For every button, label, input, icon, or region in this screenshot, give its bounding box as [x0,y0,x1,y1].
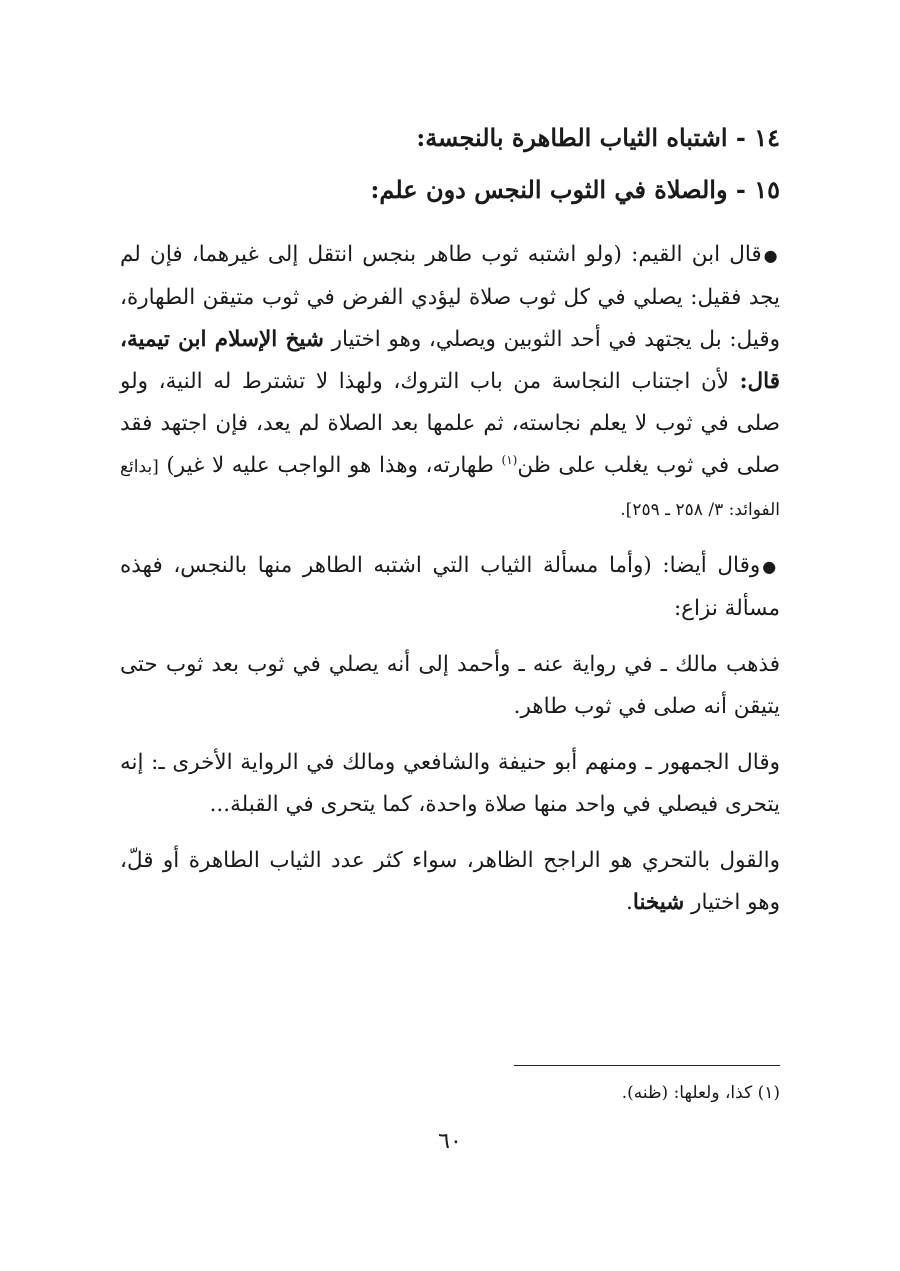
footnote-marker: (١) [501,452,518,467]
conclusion-text: والقول بالتحري هو الراجح الظاهر، سواء كثر عدد الثياب الطاهرة أو قلّ، وهو اختيار [120,848,780,915]
footnote-text: (١) كذا، ولعلها: (ظنه). [621,1083,780,1103]
quote-second [120,545,780,630]
conclusion-end: . [626,890,633,915]
quote-ibn-alqayyim [120,234,780,531]
bullet-icon: ● [762,557,780,576]
bullet-icon: ● [763,246,780,265]
source-reference: [بدائع الفوائد: ٣/ ٢٥٨ ـ ٢٥٩]. [120,457,780,520]
paragraph-conclusion [120,840,780,924]
quote-bold-attribution: شيخ الإسلام ابن تيمية، قال: [120,327,780,394]
paragraph-jumhur: وقال الجمهور ـ ومنهم أبو حنيفة والشافعي ومالك في الرواية الأخرى ـ: إنه يتحرى فيصلي في واحد منها صلاة واحدة، كما يتحرى في القبلة... [120,750,780,817]
paragraph-malik-ahmad: فذهب مالك ـ في رواية عنه ـ وأحمد إلى أنه يصلي في ثوب بعد ثوب حتى يتيقن أنه صلى في ثوب طاهر. [120,652,780,719]
quote-text-part-1: قال ابن القيم: (ولو اشتبه ثوب طاهر بنجس انتقل إلى غيرهما، فإن لم يجد فقيل: يصلي في كل ثوب صلاة ليؤدي الفرض في ثوب متيقن الطهارة، وقيل: بل يجتهد في أحد الثوبين ويصلي، وهو اختيار [120,242,781,352]
section-heading-15: ١٥ - والصلاة في الثوب النجس دون علم: [370,175,780,204]
footnote-divider [514,1065,780,1066]
section-heading-14: ١٤ - اشتباه الثياب الطاهرة بالنجسة: [416,123,780,152]
page-number: ٦٠ [438,1129,462,1154]
quote-text-part-3: طهارته، وهذا هو الواجب عليه لا غير) [166,453,494,478]
quote-text-part-2: لأن اجتناب النجاسة من باب التروك، ولهذا لا تشترط له النية، ولو صلى في ثوب لا يعلم نجاسته، ثم علمها بعد الصلاة لم يعد، فإن اجتهد فقد صلى في ثوب يغلب على ظن [120,369,780,478]
quote-second-text: وقال أيضا: (وأما مسألة الثياب التي اشتبه الطاهر منها بالنجس، فهذه مسألة نزاع: [120,553,780,621]
page-body [120,112,780,924]
conclusion-bold: شيخنا [632,890,685,915]
